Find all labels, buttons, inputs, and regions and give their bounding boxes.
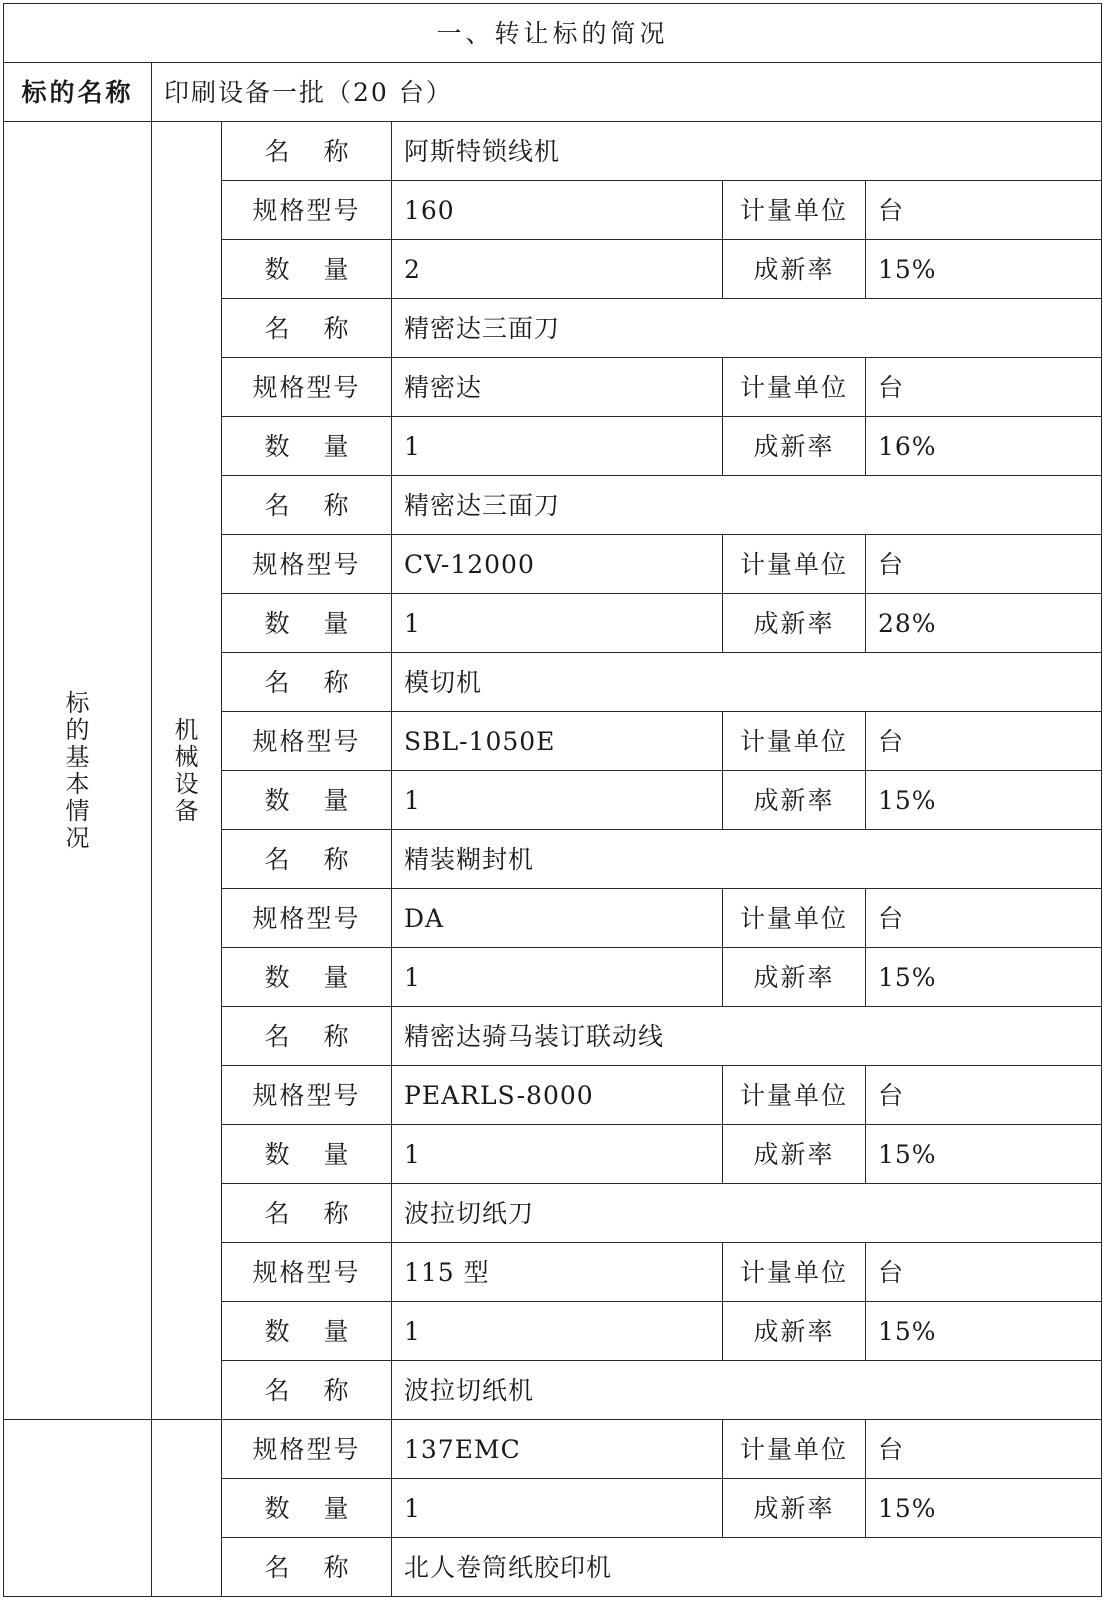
item-name-value: 波拉切纸机 [392,1361,1102,1420]
unit-field-label: 计量单位 [723,889,866,948]
item-name-value: 精装糊封机 [392,830,1102,889]
item-unit-value: 台 [866,1066,1102,1125]
unit-field-label: 计量单位 [723,181,866,240]
unit-field-label: 计量单位 [723,358,866,417]
spec-field-label: 规格型号 [222,181,392,240]
item-newness-value: 15% [866,948,1102,1007]
basic-info-label: 标的基本情况 [4,122,152,1420]
item-qty-value: 1 [392,1479,723,1538]
item-unit-value: 台 [866,535,1102,594]
newness-field-label: 成新率 [723,417,866,476]
basic-info-label-continued [4,1420,152,1597]
item-spec-value: SBL-1050E [392,712,723,771]
item-qty-value: 1 [392,1302,723,1361]
name-field-label: 名 称 [222,1184,392,1243]
newness-field-label: 成新率 [723,1479,866,1538]
item-qty-value: 1 [392,1125,723,1184]
item-unit-value: 台 [866,1420,1102,1479]
item-spec-row [4,1420,1102,1479]
name-field-label: 名 称 [222,653,392,712]
item-spec-value: 精密达 [392,358,723,417]
item-name-value: 精密达三面刀 [392,476,1102,535]
spec-field-label: 规格型号 [222,1066,392,1125]
unit-field-label: 计量单位 [723,712,866,771]
item-name-value: 阿斯特锁线机 [392,122,1102,181]
item-unit-value: 台 [866,712,1102,771]
item-newness-value: 16% [866,417,1102,476]
title-row [4,4,1102,63]
spec-field-label: 规格型号 [222,889,392,948]
newness-field-label: 成新率 [723,1125,866,1184]
subject-name-label: 标的名称 [4,63,152,122]
unit-field-label: 计量单位 [723,1066,866,1125]
item-spec-value: 115 型 [392,1243,723,1302]
item-unit-value: 台 [866,889,1102,948]
item-qty-value: 1 [392,771,723,830]
qty-field-label: 数 量 [222,1302,392,1361]
table-title: 一、转让标的简况 [4,4,1102,63]
item-spec-value: CV-12000 [392,535,723,594]
item-name-value: 模切机 [392,653,1102,712]
item-qty-value: 1 [392,594,723,653]
item-spec-value: PEARLS-8000 [392,1066,723,1125]
item-newness-value: 15% [866,1125,1102,1184]
qty-field-label: 数 量 [222,948,392,1007]
spec-field-label: 规格型号 [222,1420,392,1479]
qty-field-label: 数 量 [222,594,392,653]
item-unit-value: 台 [866,358,1102,417]
item-qty-value: 2 [392,240,723,299]
name-field-label: 名 称 [222,299,392,358]
name-field-label: 名 称 [222,122,392,181]
newness-field-label: 成新率 [723,771,866,830]
newness-field-label: 成新率 [723,948,866,1007]
spec-field-label: 规格型号 [222,1243,392,1302]
item-unit-value: 台 [866,1243,1102,1302]
qty-field-label: 数 量 [222,1479,392,1538]
item-newness-value: 28% [866,594,1102,653]
unit-field-label: 计量单位 [723,1243,866,1302]
subject-name-value: 印刷设备一批（20 台） [152,63,1102,122]
newness-field-label: 成新率 [723,594,866,653]
item-spec-value: 160 [392,181,723,240]
item-spec-value: 137EMC [392,1420,723,1479]
name-field-label: 名 称 [222,1361,392,1420]
name-field-label: 名 称 [222,476,392,535]
item-unit-value: 台 [866,181,1102,240]
unit-field-label: 计量单位 [723,1420,866,1479]
item-name-value: 北人卷筒纸胶印机 [392,1538,1102,1597]
machinery-category-continued [152,1420,222,1597]
spec-field-label: 规格型号 [222,358,392,417]
item-qty-value: 1 [392,417,723,476]
item-spec-value: DA [392,889,723,948]
item-newness-value: 15% [866,771,1102,830]
item-newness-value: 15% [866,1302,1102,1361]
qty-field-label: 数 量 [222,1125,392,1184]
transfer-summary-table [3,3,1102,1597]
item-name-value: 波拉切纸刀 [392,1184,1102,1243]
subject-row [4,63,1102,122]
item-name-row [4,122,1102,181]
item-name-value: 精密达三面刀 [392,299,1102,358]
unit-field-label: 计量单位 [723,535,866,594]
item-name-value: 精密达骑马装订联动线 [392,1007,1102,1066]
name-field-label: 名 称 [222,1538,392,1597]
item-qty-value: 1 [392,948,723,1007]
qty-field-label: 数 量 [222,771,392,830]
spec-field-label: 规格型号 [222,535,392,594]
qty-field-label: 数 量 [222,417,392,476]
name-field-label: 名 称 [222,830,392,889]
item-newness-value: 15% [866,1479,1102,1538]
spec-field-label: 规格型号 [222,712,392,771]
machinery-category-label: 机械设备 [152,122,222,1420]
name-field-label: 名 称 [222,1007,392,1066]
item-newness-value: 15% [866,240,1102,299]
qty-field-label: 数 量 [222,240,392,299]
newness-field-label: 成新率 [723,1302,866,1361]
newness-field-label: 成新率 [723,240,866,299]
